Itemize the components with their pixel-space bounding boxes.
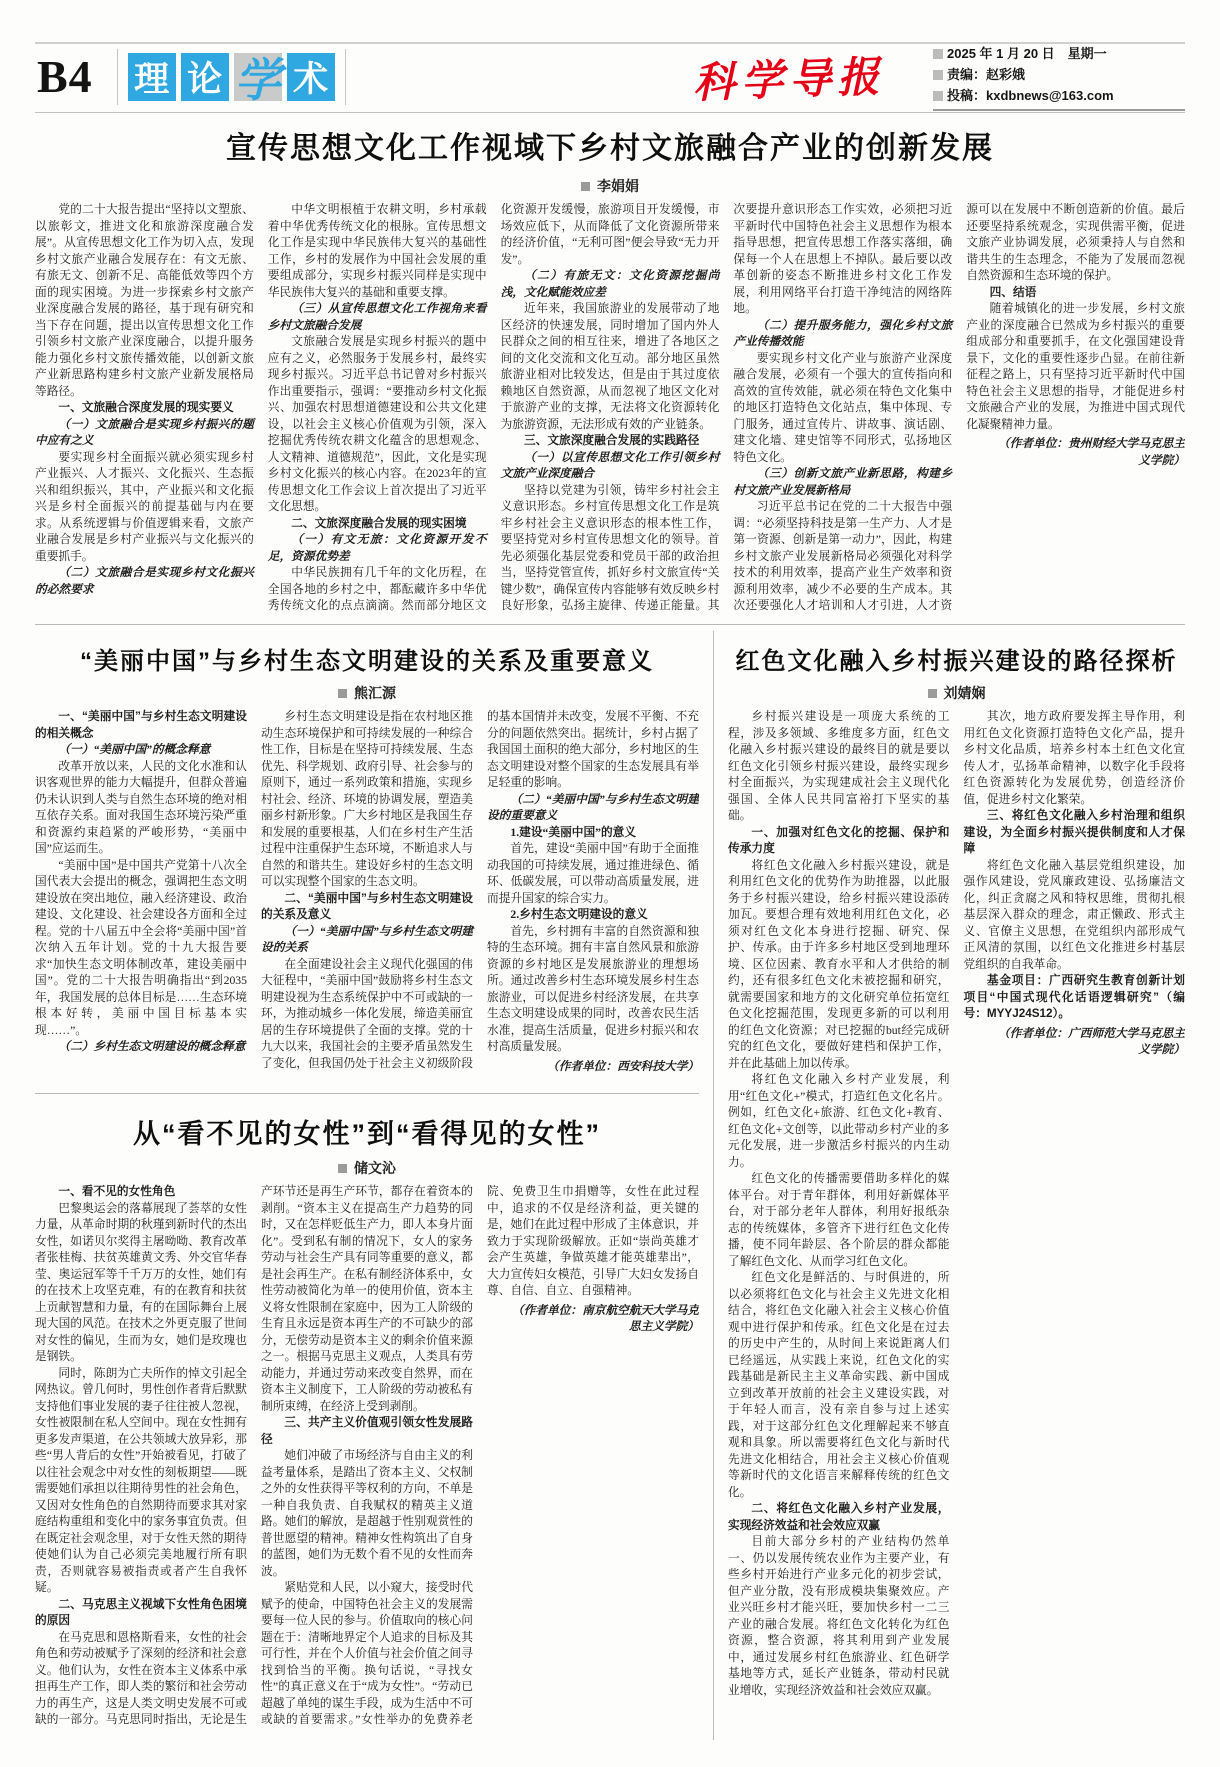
- paragraph-h2: （二）有旅无文：文化资源挖掘尚浅，文化赋能效应差: [500, 269, 720, 299]
- author-square-icon: [581, 182, 590, 191]
- paragraph-h2: （三）从宣传思想文化工作视角来看乡村文旅融合发展: [267, 302, 487, 332]
- paragraph-body: 要实现乡村全面振兴就必须实现乡村产业振兴、人才振兴、文化振兴、生态振兴和组织振兴，其中，产业振兴和文化振兴是乡村全面振兴的前提基础与内在要求。从系统逻辑与价值逻辑来看，文旅产业融合发展是乡村产业振兴与文化振兴的重要抓手。: [35, 450, 254, 563]
- paragraph-h1: 三、共产主义价值观引领女性发展路径: [261, 1416, 473, 1446]
- article-byline: [35, 1158, 699, 1178]
- article-title: 宣传思想文化工作视域下乡村文旅融合产业的创新发展: [226, 132, 994, 165]
- newspaper-masthead: 科学导报: [692, 54, 886, 108]
- author-name: 李娟娟: [597, 178, 639, 194]
- paragraph-body: 中华文明根植于农耕文明，乡村承载着中华优秀传统文化的根脉。宣传思想文化工作是实现中华民族伟大复兴的基础性工作，乡村的发展作为中国社会发展的重要组成部分，实现乡村振兴同样是实现中华民族伟大复兴的基础和重要支撑。: [267, 203, 487, 299]
- article-visible-women: [35, 1100, 699, 1740]
- article-title: 从“看不见的女性”到“看得见的女性”: [133, 1119, 601, 1149]
- paragraph-h1: 三、文旅深度融合发展的实践路径: [523, 434, 700, 447]
- paragraph-affil: （作者单位：贵州财经大学马克思主义学院）: [997, 437, 1185, 467]
- article-body: [35, 709, 699, 1087]
- paragraph-body: 文旅融合发展是实现乡村振兴的题中应有之义，必然服务于发展乡村，最终实现乡村振兴。习近平总书记曾对乡村振兴作出重要指示，强调：“要推动乡村文化振兴、加强农村思想道德建设和公共文化建设，以社会主义核心价值观为引领，深入挖掘优秀传统农耕文化蕴含的思想观念、人文精神、道德规范”，因此，文化是实现乡村文化振兴的核心内容。在2023年的宣传思想文化工作会议上首次提出了习近平文化思想。: [267, 335, 487, 513]
- section-char-xue: 学: [234, 55, 281, 106]
- author-square-icon: [928, 689, 937, 698]
- author-name: 熊汇源: [354, 685, 396, 701]
- paragraph-body: 巴黎奥运会的落幕展现了荟萃的女性力量，从革命时期的秋瑾到新时代的杰出女性，如诺贝尔奖得主屠呦呦、教育改革者张桂梅、扶贫英雄黄文秀、外交官华春莹、奥运冠军等千千万万的女性，她们有的在技术上攻坚克难，有的在教育和扶贫上贡献智慧和力量，有的在国际舞台上展现大国的风范。在技术之外更克服了世间对女性的偏见，生而为女，她们是玫瑰也是钢铁。: [35, 1201, 247, 1363]
- paragraph-h1: 二、文旅深度融合发展的现实困境: [291, 516, 467, 530]
- paragraph-body: 将红色文化融入基层党组织建设，加强作风建设，党风廉政建设、弘扬廉洁文化，纠正贪腐之风和特权思维，贯彻扎根基层深入群众的理念，肃正懒政、形式主义、官僚主义思想，在党组织内部形成气正风清的氛围，以红色文化推进乡村基层党组织的自我革命。: [963, 858, 1185, 971]
- paragraph-body: 首先，建设“美丽中国”有助于全面推动我国的可持续发展，通过推进绿色、循环、低碳发展，可以带动高质量发展，进而提升国家的综合实力。: [487, 842, 699, 905]
- paragraph-body: 将红色文化融入乡村产业发展，利用“红色文化+”模式，打造红色文化名片。例如，红色文化+旅游、红色文化+教育、红色文化+文创等，以此带动乡村产业的多元化发展，进一步激活乡村振兴的内生动力。: [728, 1073, 950, 1169]
- page-header: [35, 46, 1185, 108]
- publication-date: 2025 年 1 月 20 日 星期一: [933, 43, 1185, 64]
- section-rule: [35, 1093, 699, 1094]
- paragraph-h2: （二）“美丽中国”与乡村生态文明建设的重要意义: [487, 792, 699, 822]
- author-name: 储文沁: [354, 1160, 396, 1176]
- lower-left-region: [35, 631, 713, 1740]
- paragraph-body: 紧贴党和人民，以小窥大，接受时代赋予的使命，中国特色社会主义的发展需要每一位人民的参与。价值取向的核心问题在于：清晰地界定个人追求的目标及其可行性，并在个人价值与社会价值之间寻找到恰当的平衡。换句话说，“寻找女性”的真正意义在于“成为女性”。“劳动已超越了单纯的谋生手段，成为生活中不可或缺的首要需求。”女性举办的免费养老院、免费卫生巾捐赠等，女性在此过程中，追求的不仅是经济利益，更关键的是，她们在此过程中形成了主体意识，并致力于实现阶级解放。正如“崇尚英雄才会产生英雄，争做英雄才能英雄辈出”，大力宣传妇女模范，引导广大妇女发扬自尊、自信、自立、自强精神。: [261, 1185, 699, 1726]
- paragraph-body: 将红色文化融入乡村振兴建设，就是利用红色文化的优势作为助推器，以此服务于乡村振兴建设，给乡村振兴建设添砖加瓦。要想合理有效地利用红色文化，必须对红色文化本身进行挖掘、研究、保护、传承。由于许多乡村地区受到地理环境、区位因素、教育水平和人才供给的制约，还有很多红色文化未被挖掘和研究，就需要国家和地方的文化研究单位拓宽红色文化挖掘范围，发现更多新的可以利用的红色文化资源；对已挖掘的but经完成研究的红色文化，要做好建档和保护工作，并在此基础上加以传承。: [728, 858, 950, 1070]
- paragraph-h2: （一）有文无旅：文化资源开发不足，资源优势差: [267, 533, 487, 563]
- lower-right-region: [713, 631, 1185, 1740]
- paragraph-body: 中华民族拥有几千年的文化历程，在全国各地的乡村之中，都酝藏许多中华优秀传统文化的点点滴滴。然而部分地区文化资源开发缓慢，旅游项目开发缓慢，市场效应低下，从而降低了文化资源所带来的经济价值，“无利可图”便会导致“无力开发”。: [267, 203, 720, 612]
- article-body: [728, 709, 1185, 1725]
- submission-email: 投稿：kxdbnews@163.com: [933, 85, 1185, 106]
- paragraph-h1: 一、文旅融合深度发展的现实要义: [58, 401, 234, 414]
- article-body: [35, 1184, 699, 1740]
- section-char-li: 理: [128, 53, 176, 101]
- paragraph-body: 其次，地方政府要发挥主导作用，利用红色文化资源打造特色文化产品，提升乡村文化品质，培养乡村本土红色文化宣传人才，弘扬革命精神，以数字化手段将红色资源转化为发展优势，创造经济价值，促进乡村文化繁荣。: [963, 710, 1185, 806]
- article-body: [35, 202, 1185, 618]
- header-divider: [117, 49, 118, 105]
- header-divider: [345, 49, 346, 105]
- square-bullet-icon: [933, 70, 943, 80]
- paragraph-body: 红色文化的传播需要借助多样化的媒体平台。对于青年群体，利用好新媒体平台，对于部分老年人群体，利用好报纸杂志的传统媒体，多管齐下进行红色文化传播，使不同年龄层、各个阶层的群众都能了解红色文化、从而学习红色文化。: [728, 1172, 950, 1268]
- paragraph-body: 目前大部分乡村的产业结构仍然单一、仍以发展传统农业作为主要产业，有些乡村开始进行产业多元化的初步尝试，但产业分散，没有形成模块集聚效应。产业兴旺乡村才能兴旺，要加快乡村一二三产业的融合发展。将红色文化转化为红色资源，整合资源，将其利用到产业发展中，通过发展乡村红色旅游业、红色研学基地等方式，延长产业链条，带动村民就业增收，实现经济效益和社会效应双赢。: [728, 1535, 950, 1697]
- paragraph-h1: 三、将红色文化融入乡村治理和组织建设，为全面乡村振兴提供制度和人才保障: [963, 809, 1185, 855]
- paragraph-h2: （一）“美丽中国”的概念释意: [58, 743, 211, 756]
- paragraph-body: 改革开放以来，人民的文化水准和认识客观世界的能力大幅提升，但群众普遍仍未认识到人类与自然生态环境的绝对相互依存关系。面对我国生态环境污染严重和资源约束趋紧的严峻形势，“美丽中国”应运而生。: [35, 759, 247, 855]
- paragraph-affil: （作者单位：西安科技大学）: [547, 1059, 699, 1073]
- editor-line: 责编：赵彩娥: [933, 64, 1185, 85]
- paragraph-body: 红色文化是鲜活的、与时俱进的，所以必须将红色文化与社会主义先进文化相结合，将红色文化融入社会主义核心价值观中进行保护和传承。红色文化是在过去的历史中产生的，从时间上来说距离人们已经遥远，从实践上来说，红色文化的实践基础是新民主主义革命实践、新中国成立到改革开放前的社会主义建设实践，对于年轻人而言，没有亲自参与过上述实践，对于这部分红色文化理解起来不够直观和具象。所以需要将红色文化与新时代先进文化相结合，用社会主义核心价值观等新时代的文化语言来解释传统的红色文化。: [728, 1271, 950, 1499]
- paragraph-h2: （二）乡村生态文明建设的概念释意: [58, 1040, 246, 1053]
- article-byline: [728, 683, 1185, 703]
- paragraph-affil: （作者单位：南京航空航天大学马克思主义学院）: [511, 1303, 699, 1333]
- paragraph-fund: 基金项目：广西研究生教育创新计划项目“中国式现代化话语逻辑研究”（编号：MYYJ24S12）。: [963, 974, 1185, 1020]
- paragraph-h2: （二）提升服务能力，强化乡村文旅产业传播效能: [733, 318, 953, 348]
- author-name: 刘婧娴: [943, 685, 986, 701]
- paragraph-h1: 一、看不见的女性角色: [58, 1185, 176, 1198]
- paragraph-h2: （一）“美丽中国”与乡村生态文明建设的关系: [261, 924, 473, 954]
- paragraph-body: 习近平总书记在党的二十大报告中强调：“必须坚持科技是第一生产力、人才是第一资源、创新是第一动力”，因此，构建乡村文旅产业发展新格局必须强化对科学技术的利用效率，提高产业生产效率和资源利用效率，减少不必要的生产成本。其次还要强化人才培训和人才引进，人才资源可以在发展中不断创造新的价值。最后还要坚持系统观念，实现供需平衡，促进文旅产业协调发展，必须秉持人与自然和谐共生的生态理念，不能为了发展而忽视自然资源和生态环境的保护。: [733, 203, 1185, 612]
- paragraph-h2: （三）创新文旅产业新思路，构建乡村文旅产业发展新格局: [733, 467, 953, 497]
- article-culture-tourism: [35, 113, 1185, 618]
- paragraph-h1: 二、将红色文化融入乡村产业发展，实现经济效益和社会效应双赢: [728, 1502, 950, 1532]
- paragraph-h1: 二、马克思主义视域下女性角色困境的原因: [35, 1597, 247, 1627]
- article-beautiful-china: [35, 631, 699, 1087]
- paragraph-body: 乡村振兴建设是一项庞大系统的工程，涉及多领域、多维度多方面，红色文化融入乡村振兴建设的最终目的就是要以红色文化引领乡村振兴建设，最终实现乡村全面振兴，为实现建成社会主义现代化强国、全体人民共同富裕打下坚实的基础。: [728, 710, 950, 822]
- paragraph-h1: 一、“美丽中国”与乡村生态文明建设的相关概念: [35, 710, 247, 740]
- article-byline: [35, 176, 1185, 196]
- paragraph-h1: 二、“美丽中国”与乡村生态文明建设的关系及意义: [261, 891, 473, 921]
- article-byline: [35, 683, 699, 703]
- section-rule: [35, 624, 1185, 625]
- section-char-lun: 论: [181, 53, 229, 101]
- paragraph-affil: （作者单位：广西师范大学马克思主义学院）: [997, 1026, 1185, 1056]
- article-title: 红色文化融入乡村振兴建设的路径探析: [735, 648, 1178, 675]
- author-square-icon: [338, 689, 347, 698]
- paragraph-h1: 一、加强对红色文化的挖掘、保护和传承力度: [728, 825, 950, 855]
- paragraph-body: 乡村生态文明建设是指在农村地区推动生态环境保护和可持续发展的一种综合性工作，目标是在坚持可持续发展、生态优先、科学规划、政府引导、社会参与的原则下，通过一系列政策和措施，实现乡村社会、经济、环境的协调发展，塑造美丽乡村新形象。广大乡村地区是我国生存和发展的重要根基，人们在乡村生产生活过程中注重保护生态环境，不断追求人与自然的和谐共生。建设好乡村的生态文明可以实现整个国家的生态文明。: [261, 710, 473, 888]
- paragraph-h2: （一）文旅融合是实现乡村振兴的题中应有之义: [35, 417, 254, 447]
- paragraph-body: 她们冲破了市场经济与自由主义的利益考量体系，是踏出了资本主义、父权制之外的女性获得平等权利的方向，不单是一种自我负责、自我赋权的精英主义道路。她们的解放，是超越于性别观赏性的普世愿望的精神。精神女性构筑出了自身的蓝图，她们为无数个看不见的女性而奔波。: [261, 1449, 473, 1578]
- paragraph-h2: （一）以宣传思想文化工作引领乡村文旅产业深度融合: [500, 450, 720, 480]
- author-square-icon: [338, 1164, 347, 1173]
- publication-info: [933, 43, 1185, 111]
- paragraph-body: 随着城镇化的进一步发展，乡村文旅产业的深度融合已然成为乡村振兴的重要组成部分和重要抓手，在文化强国建设背景下，文化的重要性逐步凸显。在前往新征程之路上，只有坚持习近平新时代中国特色社会主义思想的指导，才能促进乡村文旅融合产业的发展，为推进中国式现代化凝聚精神力量。: [966, 302, 1185, 431]
- article-red-culture: [728, 631, 1185, 1725]
- newspaper-page: [35, 42, 1185, 1740]
- paragraph-body: 坚持以党建为引领，铸牢乡村社会主义意识形态。乡村宣传思想文化工作是筑牢乡村社会主义意识形态的根本性工作，要坚持党对乡村宣传思想文化的领导。首先必须强化基层党委和党员干部的政治担当，坚持党管宣传，抓好乡村文旅宣传“关键少数”，确保宣传内容能够有效反映乡村良好形象，弘扬主旋律、传递正能量。其次要提升意识形态工作实效，必须把习近平新时代中国特色社会主义思想作为根本指导思想，把宣传思想工作落实落细，确保每一个人在思想上不掉队。最后要以改革创新的姿态不断推进乡村文化工作发展，利用网络平台打造干净纯洁的网络阵地。: [500, 203, 953, 612]
- square-bullet-icon: [933, 49, 943, 59]
- paragraph-body: 党的二十大报告提出“坚持以文塑旅、以旅彰文，推进文化和旅游深度融合发展”。从宣传思想文化工作为切入点，发现乡村文旅产业融合发展存在：有文无旅、有旅无文、创新不足、高能低效等四个方面的现实困境。为进一步探索乡村文旅产业深度融合发展的路径，基于现有研究和当下存在问题，提出以宣传思想文化工作引领乡村文旅产业深度融合，以提升服务能力强化乡村文旅传播效能，以创新文旅产业新思路构建乡村文旅产业新发展格局等路径。: [35, 203, 254, 398]
- paragraph-h3: 1.建设“美丽中国”的意义: [510, 825, 637, 839]
- paragraph-h1: 四、结语: [989, 285, 1037, 299]
- paragraph-body: 近年来，我国旅游业的发展带动了地区经济的快速发展，同时增加了国内外人民群众之间的相互往来，增进了各地区之间的文化交流和文化互动。部分地区虽然旅游业相对比较发达，但是由于其过度依赖地区自然资源，从而忽视了地区文化对于旅游产业的支撑，无法将文化资源转化为旅游资源，无法形成有效的产业链条。: [500, 302, 720, 431]
- paragraph-body: 首先，乡村拥有丰富的自然资源和独特的生态环境。拥有丰富自然风景和旅游资源的乡村地区是发展旅游业的理想场所。通过改善乡村生态环境发展乡村生态旅游业，可以促进乡村经济发展，在共享生态文明建设成果的同时，改善农民生活水准，提高生活质量，促进乡村振兴和农村高质量发展。: [487, 924, 699, 1053]
- article-title: “美丽中国”与乡村生态文明建设的关系及重要意义: [80, 648, 654, 675]
- square-bullet-icon: [933, 91, 943, 101]
- paragraph-body: 同时，陈朗为亡夫所作的悼文引起全网热议。曾几何时，男性创作者背后默默支持他们事业发展的妻子往往被人忽视，女性被限制在私人空间中。现在女性拥有更多发声渠道，在公共领域大放异彩，那些“男人背后的女性”开始被看见，打破了以往社会观念中对女性的刻板期望——既需要她们承担以往期待男性的社会角色，又因对女性角色的自然期待而要求其对家庭结构重组和变化中的家务事宜负责。但在既定社会观念里，对于女性天然的期待使她们认为自己必须完美地履行所有职责，否则就容易被指责或者产生自我怀疑。: [35, 1366, 247, 1594]
- paragraph-body: 在全面建设社会主义现代化强国的伟大征程中，“美丽中国”鼓励将乡村生态文明建设视为生态系统保护中不可或缺的一环，为推动城乡一体化发展，缔造美丽宜居的生存环境提供了全面的支撑。党的十九大以来，我国社会的主要矛盾虽然发生了变化，但我国仍处于社会主义初级阶段的基本国情并未改变，发展不平衡、不充分的问题依然突出。据统计，乡村占据了我国国土面积的绝大部分，乡村地区的生态文明建设对整个国家的生态发展具有举足轻重的影响。: [261, 710, 699, 1070]
- paragraph-h2: （二）文旅融合是实现乡村文化振兴的必然要求: [35, 566, 254, 596]
- paragraph-h3: 2.乡村生态文明建设的意义: [510, 908, 648, 921]
- paragraph-body: 要实现乡村文化产业与旅游产业深度融合发展，必须有一个强大的宣传指向和高效的宣传效能，就必须在特色文化集中的地区打造特色文化站点，集中体现、专门服务，通过宣传片、讲故事、演话剧、建文化墙、建史馆等不同形式，弘扬地区特色文化。: [733, 351, 953, 464]
- section-logo: [128, 53, 335, 106]
- lower-section: [35, 631, 1185, 1740]
- page-number: B4: [37, 51, 93, 102]
- paragraph-body: “美丽中国”是中国共产党第十八次全国代表大会提出的概念，强调把生态文明建设放在突出地位，融入经济建设、政治建设、文化建设、社会建设各方面和全过程。党的十八届五中全会将“美丽中国”首次纳入五年计划。党的十九大报告要求“加快生态文明体制改革，建设美丽中国”。党的二十大报告明确指出“到2035年，我国发展的总体目标是……生态环境根本好转，美丽中国目标基本实现……”。: [35, 858, 247, 1037]
- paragraph-body: 在马克思和恩格斯看来，女性的社会角色和劳动被赋予了深刻的经济和社会意义。他们认为，女性在资本主义体系中承担再生产工作，即人类的繁衍和社会劳动力的再生产，这是人类文明史发展不可或缺的一部分。马克思同时指出，无论是生产环节还是再生产环节，都存在着资本的剥削。“资本主义在提高生产力趋势的同时，又在怎样贬低生产力，即人本身片面化”。受到私有制的情况下，女人的家务劳动与社会生产具有同等重要的意义，都是社会再生产。在私有制经济体系中，女性劳动被简化为单一的使用价值，资本主义将女性限制在家庭中，因为工人阶级的生育且永远是资本再生产的不可缺少的部分，无偿劳动是资本主义的剩余价值来源之一。根据马克思主义观点，人类具有劳动能力，并通过劳动来改变自然界，而在资本主义制度下，工人阶级的劳动被私有制所束缚，在经济上受到剥削。: [35, 1185, 473, 1726]
- section-char-shu: 术: [287, 53, 335, 101]
